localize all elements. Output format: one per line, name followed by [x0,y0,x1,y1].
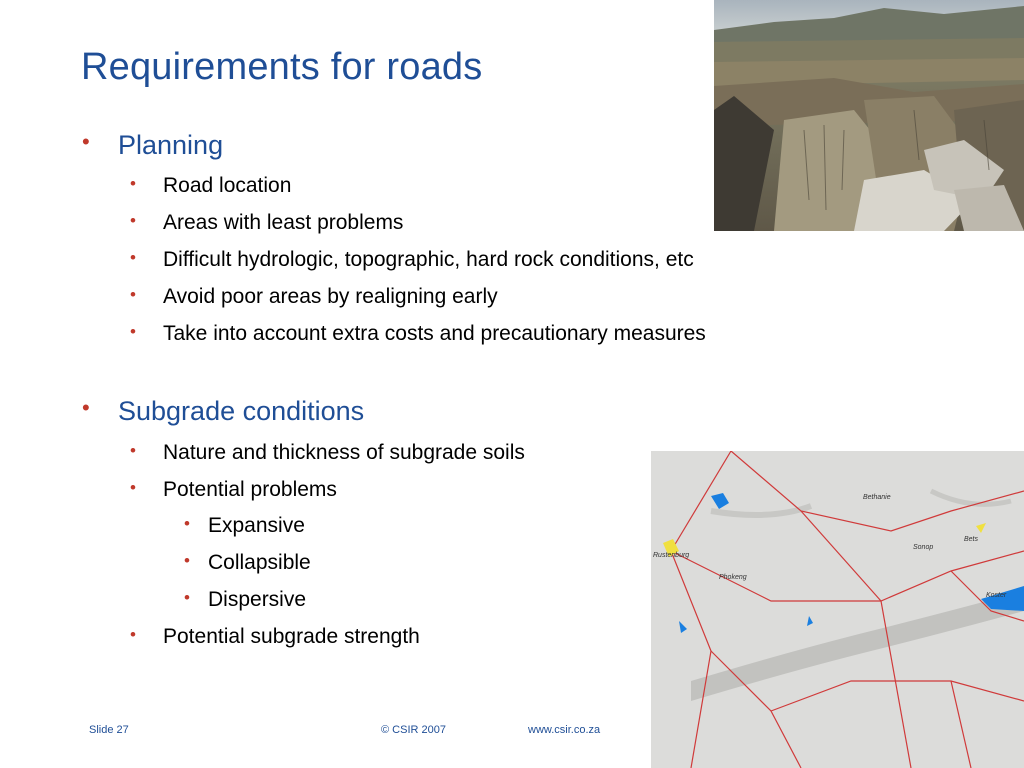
bullet-dot: • [130,285,136,304]
erosion-photo [714,0,1024,231]
map-label-rustenburg: Rustenburg [653,552,690,559]
bullet-item [130,441,525,465]
bullet-text: Areas with least problems [163,211,404,234]
bullet-text: Dispersive [208,588,307,611]
bullet-subitem [184,551,311,575]
bullet-dot: • [184,514,190,533]
bullet-heading [82,129,224,161]
bullet-dot: • [130,248,136,267]
map-label-bethanie: Bethanie [863,494,891,501]
bullet-text: Collapsible [208,551,311,574]
bullet-text: Potential problems [163,478,337,501]
bullet-dot: • [130,478,136,497]
bullet-dot: • [130,625,136,644]
bullet-item [130,478,337,502]
bullet-dot: • [130,211,136,230]
bullet-dot: • [82,129,90,154]
bullet-text: Difficult hydrologic, topographic, hard rock conditions, etc [163,248,694,271]
bullet-item [130,322,706,346]
map-label-sonop: Sonop [913,544,934,551]
relief-map [651,451,1024,768]
map-label-phokeng: Phokeng [719,574,747,581]
bullet-text: Road location [163,174,292,197]
bullet-text: Avoid poor areas by realigning early [163,285,498,308]
bullet-text: Expansive [208,514,305,537]
bullet-dot: • [130,174,136,193]
bullet-item [130,248,694,272]
bullet-dot: • [184,551,190,570]
bullet-subitem [184,588,307,612]
bullet-text: Potential subgrade strength [163,625,420,648]
map-label-bets: Bets [964,536,979,543]
bullet-dot: • [82,395,90,420]
bullet-dot: • [184,588,190,607]
bullet-heading [82,395,365,427]
bullet-text: Subgrade conditions [118,396,365,426]
footer-copyright: © CSIR 2007 [381,724,446,736]
bullet-item [130,211,404,235]
map-label-koster: Koster [986,592,1007,599]
slide-number: Slide 27 [89,724,129,736]
bullet-text: Nature and thickness of subgrade soils [163,441,525,464]
bullet-text: Take into account extra costs and precautionary measures [163,322,706,345]
bullet-dot: • [130,322,136,341]
bullet-subitem [184,514,305,538]
bullet-text: Planning [118,130,224,160]
bullet-item [130,174,292,198]
bullet-item [130,625,420,649]
footer-website[interactable]: www.csir.co.za [528,724,601,736]
slide-title: Requirements for roads [81,46,483,88]
bullet-item [130,285,498,309]
bullet-dot: • [130,441,136,460]
